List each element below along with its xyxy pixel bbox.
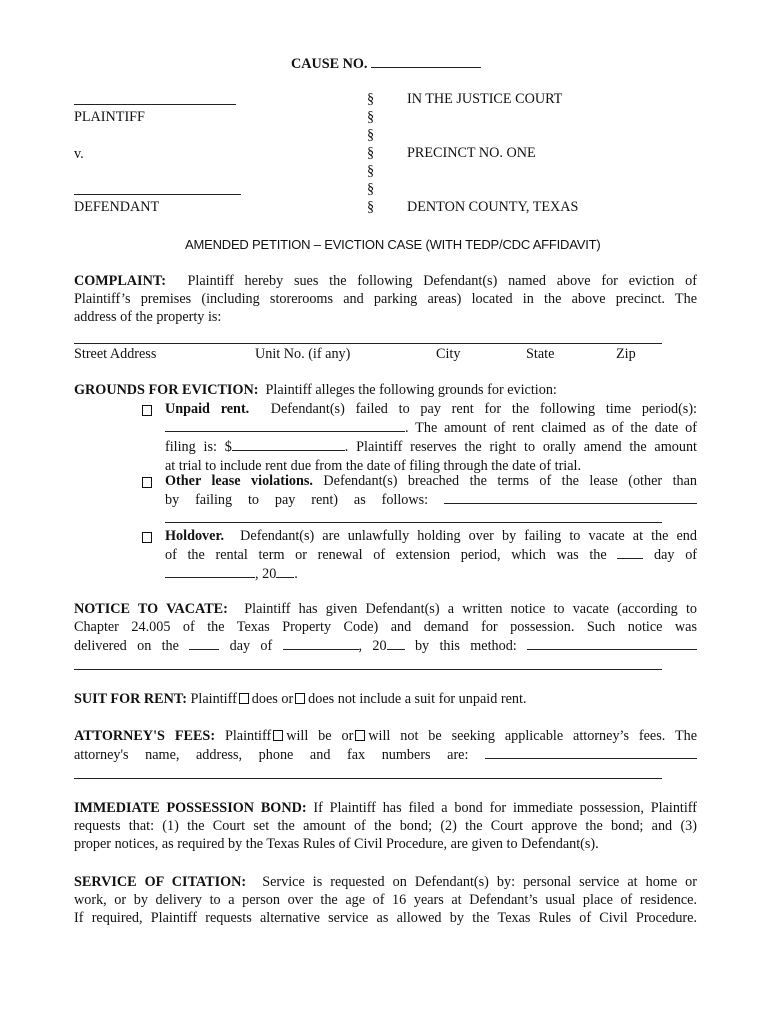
other-violations-option — [165, 472, 697, 509]
section-mark: § — [367, 127, 375, 143]
notice-month-field[interactable] — [283, 636, 359, 650]
holdover-year-field[interactable] — [276, 564, 294, 578]
notice-text: delivered on the — [74, 638, 179, 655]
complaint-text: Plaintiff hereby sues the following Defendant(s) named above for eviction of — [187, 273, 697, 289]
attorney-fees-will-checkbox[interactable] — [273, 730, 283, 741]
violations-field[interactable] — [444, 490, 697, 504]
notice-method-field[interactable] — [527, 636, 697, 650]
complaint-text: Plaintiff’s premises (including storerooms and parking areas) located in the above precinct. The — [74, 291, 697, 308]
suit-for-rent-does-checkbox[interactable] — [239, 693, 249, 704]
unpaid-rent-option — [165, 400, 697, 475]
unpaid-rent-text: at trial to include rent due from the date of filing through the date of trial. — [165, 457, 582, 474]
holdover-checkbox[interactable] — [142, 532, 152, 543]
document-title: AMENDED PETITION – EVICTION CASE (WITH TEDP/CDC AFFIDAVIT) — [185, 237, 601, 252]
versus-label: v. — [74, 146, 84, 162]
unpaid-rent-checkbox[interactable] — [142, 405, 152, 416]
plaintiff-name-field[interactable] — [74, 104, 236, 105]
rent-amount-field[interactable] — [232, 437, 345, 451]
county-label: DENTON COUNTY, TEXAS — [407, 199, 579, 215]
holdover-month-field[interactable] — [165, 564, 255, 578]
attorney-fees-text: will be or — [286, 728, 354, 744]
cause-number-field[interactable] — [371, 54, 481, 68]
service-text: work, or by delivery to a person over the age of 16 years at Defendant’s usual place of residence. — [74, 892, 697, 909]
section-mark: § — [367, 181, 375, 197]
attorney-fees-heading: ATTORNEY'S FEES: — [74, 728, 216, 744]
suit-for-rent-does-not-checkbox[interactable] — [295, 693, 305, 704]
notice-text: day of — [229, 638, 273, 655]
complaint-heading: COMPLAINT: — [74, 273, 166, 289]
unpaid-rent-text: . The amount of rent claimed as of the date of — [405, 420, 697, 437]
attorney-info-field[interactable] — [485, 745, 697, 759]
notice-text: by this method: — [414, 638, 517, 655]
defendant-name-field[interactable] — [74, 194, 241, 195]
grounds-heading: GROUNDS FOR EVICTION: — [74, 382, 259, 398]
complaint-section — [74, 272, 697, 327]
plaintiff-label: PLAINTIFF — [74, 109, 145, 125]
bond-text: proper notices, as required by the Texas Rules of Civil Procedure, are given to Defendant(s). — [74, 836, 599, 853]
address-label-state: State — [526, 346, 555, 362]
holdover-text: Defendant(s) are unlawfully holding over by failing to vacate at the end — [240, 528, 697, 544]
notice-heading: NOTICE TO VACATE: — [74, 601, 228, 617]
court-label: IN THE JUSTICE COURT — [407, 91, 563, 107]
section-mark: § — [367, 91, 375, 107]
notice-text: , 20 — [358, 638, 387, 655]
suit-for-rent-text: Plaintiff — [190, 691, 237, 707]
address-label-zip: Zip — [616, 346, 636, 362]
attorney-fees-text: Plaintiff — [224, 728, 272, 744]
section-mark: § — [367, 109, 375, 125]
address-label-unit: Unit No. (if any) — [255, 346, 351, 362]
unpaid-rent-label: Unpaid rent. — [165, 401, 250, 417]
attorney-info-field-line2[interactable] — [74, 778, 662, 779]
complaint-text: address of the property is: — [74, 309, 222, 326]
suit-for-rent-section — [74, 691, 526, 708]
property-address-field[interactable] — [74, 343, 662, 344]
unpaid-rent-text: Defendant(s) failed to pay rent for the following time period(s): — [270, 401, 697, 417]
bond-heading: IMMEDIATE POSSESSION BOND: — [74, 800, 307, 816]
notice-text: Plaintiff has given Defendant(s) a written notice to vacate (according to — [244, 601, 697, 617]
rent-period-field[interactable] — [165, 418, 405, 432]
other-violations-checkbox[interactable] — [142, 477, 152, 488]
holdover-option — [165, 527, 697, 584]
suit-for-rent-text: does not include a suit for unpaid rent. — [308, 691, 527, 707]
unpaid-rent-text: . Plaintiff reserves the right to orally amend the amount — [344, 439, 697, 456]
address-label-city: City — [436, 346, 461, 362]
section-mark: § — [367, 199, 375, 215]
attorney-fees-text: will not be seeking applicable attorney’s fees. The — [368, 728, 697, 744]
service-text: Service is requested on Defendant(s) by: personal service at home or — [262, 874, 697, 890]
service-section — [74, 873, 697, 928]
notice-method-field-line2[interactable] — [74, 669, 662, 670]
violations-field-line2[interactable] — [165, 522, 662, 523]
notice-day-field[interactable] — [189, 636, 219, 650]
other-violations-label: Other lease violations. — [165, 473, 313, 489]
defendant-label: DEFENDANT — [74, 199, 160, 215]
unpaid-rent-text: filing is: $ — [165, 439, 232, 456]
holdover-label: Holdover. — [165, 528, 224, 544]
bond-text: If Plaintiff has filed a bond for immediate possession, Plaintiff — [313, 800, 697, 816]
section-mark: § — [367, 163, 375, 179]
holdover-text: , 20 — [255, 566, 277, 583]
attorney-fees-text: attorney's name, address, phone and fax numbers are: — [74, 747, 469, 764]
notice-section — [74, 600, 697, 656]
holdover-text: day of — [654, 547, 698, 564]
holdover-text: of the rental term or renewal of extension period, which was the — [165, 547, 607, 564]
notice-year-field[interactable] — [387, 636, 405, 650]
suit-for-rent-text: does or — [251, 691, 294, 707]
service-heading: SERVICE OF CITATION: — [74, 874, 247, 890]
grounds-intro: Plaintiff alleges the following grounds for eviction: — [265, 382, 557, 398]
notice-text: Chapter 24.005 of the Texas Property Code) and demand for possession. Such notice was — [74, 619, 697, 636]
cause-number — [291, 54, 481, 73]
other-violations-text: by failing to pay rent) as follows: — [165, 492, 429, 509]
precinct-label: PRECINCT NO. ONE — [407, 145, 536, 161]
other-violations-text: Defendant(s) breached the terms of the lease (other than — [323, 473, 698, 489]
attorney-fees-section — [74, 727, 697, 764]
grounds-heading-line — [74, 382, 557, 399]
bond-text: requests that: (1) the Court set the amount of the bond; (2) the Court approve the bond; and (3) — [74, 818, 697, 835]
holdover-text: . — [294, 566, 298, 583]
holdover-day-field[interactable] — [617, 545, 643, 559]
cause-number-label: CAUSE NO. — [291, 56, 368, 72]
address-label-street: Street Address — [74, 346, 157, 362]
service-text: If required, Plaintiff requests alternative service as allowed by the Texas Rules of Civil Procedure. — [74, 910, 697, 927]
attorney-fees-will-not-checkbox[interactable] — [355, 730, 365, 741]
suit-for-rent-heading: SUIT FOR RENT: — [74, 691, 187, 707]
section-mark: § — [367, 145, 375, 161]
bond-section — [74, 799, 697, 854]
